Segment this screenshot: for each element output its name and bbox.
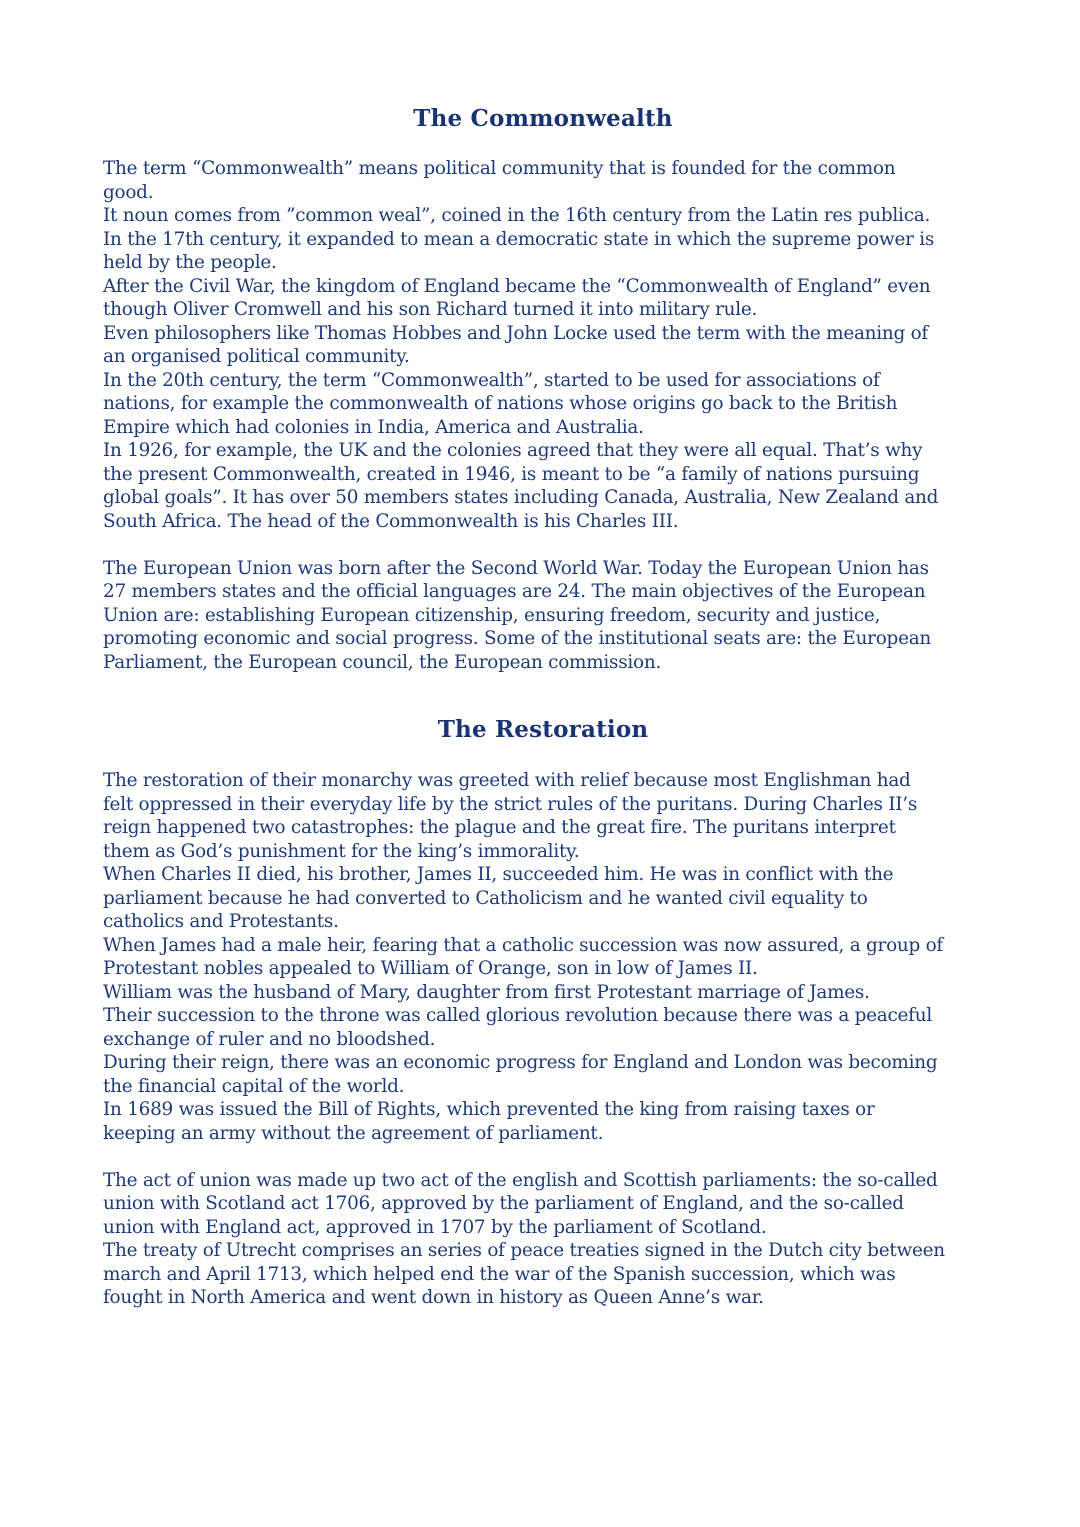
text-line: The act of union was made up two act of the english and Scottish parliaments: the so-called (103, 1169, 938, 1191)
text-line: Their succession to the throne was called glorious revolution because there was a peaceful (103, 1005, 932, 1026)
text-line: held by the people. (103, 252, 277, 273)
section-commonwealth (103, 103, 983, 674)
document-content (103, 103, 983, 1310)
text-line: During their reign, there was an economic progress for England and London was becoming (103, 1052, 938, 1073)
text-line: promoting economic and social progress. Some of the institutional seats are: the European (103, 628, 932, 649)
paragraph-gap (103, 1145, 983, 1169)
text-line: nations, for example the commonwealth of nations whose origins go back to the British (103, 393, 898, 414)
text-line: 27 members states and the official languages are 24. The main objectives of the European (103, 581, 926, 602)
text-line: Even philosophers like Thomas Hobbes and John Locke used the term with the meaning of (103, 322, 928, 344)
text-line: Protestant nobles appealed to William of Orange, son in low of James II. (103, 958, 758, 979)
text-line: union with Scotland act 1706, approved by the parliament of England, and the so-called (103, 1193, 904, 1214)
paragraph-restoration (103, 769, 983, 1145)
text-line: When James had a male heir, fearing that a catholic succession was now assured, a group of (103, 934, 943, 956)
text-line: In 1926, for example, the UK and the colonies agreed that they were all equal. That’s why (103, 440, 923, 461)
text-line: union with England act, approved in 1707 by the parliament of Scotland. (103, 1216, 767, 1238)
text-line: the financial capital of the world. (103, 1075, 405, 1097)
heading-commonwealth: The Commonwealth (413, 105, 673, 132)
text-line: good. (103, 181, 154, 203)
paragraph-european-union (103, 557, 983, 675)
text-line: march and April 1713, which helped end the war of the Spanish succession, which was (103, 1263, 896, 1285)
heading-restoration: The Restoration (437, 716, 649, 743)
text-line: though Oliver Cromwell and his son Richard turned it into military rule. (103, 299, 758, 320)
text-line: The treaty of Utrecht comprises an series of peace treaties signed in the Dutch city between (103, 1240, 945, 1261)
paragraph-gap (103, 533, 983, 557)
text-line: Empire which had colonies in India, America and Australia. (103, 416, 644, 438)
text-line: global goals”. It has over 50 members states including Canada, Australia, New Zealand and (103, 487, 939, 508)
text-line: fought in North America and went down in history as Queen Anne’s war. (103, 1287, 764, 1308)
text-line: catholics and Protestants. (103, 911, 339, 932)
text-line: In 1689 was issued the Bill of Rights, which prevented the king from raising taxes or (103, 1099, 875, 1120)
text-line: It noun comes from ”common weal”, coined in the 16th century from the Latin res publica. (103, 205, 931, 226)
text-line: In the 17th century, it expanded to mean a democratic state in which the supreme power is (103, 228, 935, 250)
paragraph-commonwealth (103, 157, 983, 533)
paragraph-act-of-union (103, 1169, 983, 1310)
text-line: In the 20th century, the term “Commonwealth”, started to be used for associations of (103, 369, 880, 391)
text-line: an organised political community. (103, 346, 410, 367)
text-line: The European Union was born after the Second World War. Today the European Union has (103, 557, 929, 579)
text-line: them as God’s punishment for the king’s immorality. (103, 840, 580, 862)
text-line: Union are: establishing European citizenship, ensuring freedom, security and justice, (103, 604, 881, 626)
text-line: William was the husband of Mary, daughter from first Protestant marriage of James. (103, 981, 870, 1003)
text-line: The restoration of their monarchy was greeted with relief because most Englishman had (103, 770, 911, 791)
section-restoration (103, 714, 983, 1310)
text-line: When Charles II died, his brother, James II, succeeded him. He was in conflict with the (103, 864, 894, 885)
text-line: parliament because he had converted to Catholicism and he wanted civil equality to (103, 887, 868, 909)
text-line: felt oppressed in their everyday life by the strict rules of the puritans. During Charles II’s (103, 793, 918, 815)
text-line: keeping an army without the agreement of parliament. (103, 1122, 604, 1144)
text-line: After the Civil War, the kingdom of England became the “Commonwealth of England” even (103, 275, 931, 297)
text-line: South Africa. The head of the Commonwealth is his Charles III. (103, 510, 679, 532)
text-line: reign happened two catastrophes: the plague and the great fire. The puritans interpret (103, 817, 896, 838)
text-line: The term “Commonwealth” means political community that is founded for the common (103, 158, 896, 179)
text-line: Parliament, the European council, the European commission. (103, 651, 662, 673)
text-line: exchange of ruler and no bloodshed. (103, 1028, 436, 1050)
text-line: the present Commonwealth, created in 1946, is meant to be “a family of nations pursuing (103, 463, 920, 485)
